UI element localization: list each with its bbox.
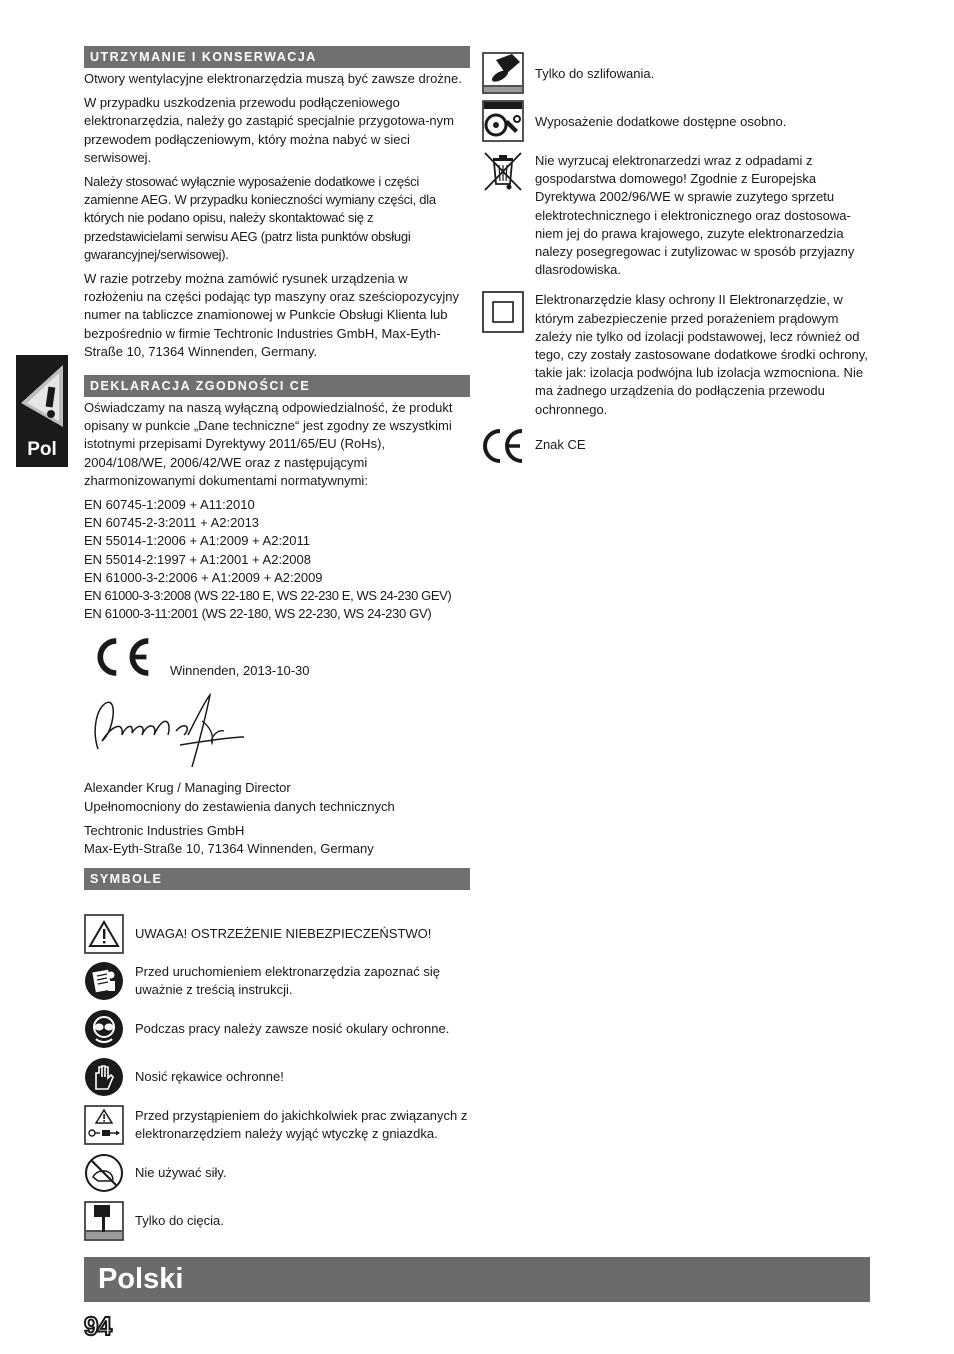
symbol-row	[84, 1056, 470, 1098]
symbol-row	[84, 1200, 470, 1242]
symbol-row	[84, 960, 470, 1002]
right-column	[482, 52, 872, 467]
maintenance-paragraph: Należy stosować wyłącznie wyposażenie dodatkowe i części zamienne AEG. W przypadku konieczności wymiany części, dla których nie podano opisu, należy skontaktować się z przedstawicielami serwisu AEG (patrz lista punktów obsługi gwarancyjnej/serwisowej).	[84, 174, 436, 262]
symbol-text: Przed uruchomieniem elektronarzędzia zapoznać się uważnie z treścią instrukcji.	[135, 964, 440, 998]
norm-item: EN 61000-3-2:2006 + A1:2009 + A2:2009	[84, 569, 323, 585]
company-address: Max-Eyth-Straße 10, 71364 Winnenden, Germany	[84, 841, 374, 857]
footer-language-bar: Polski	[84, 1257, 870, 1302]
norm-item: EN 60745-2-3:2011 + A2:2013	[84, 515, 260, 531]
unplug-icon	[84, 1105, 124, 1145]
company-name: Techtronic Industries GmbH	[84, 822, 245, 838]
symbol-row	[482, 100, 872, 146]
weee-bin-icon	[482, 150, 524, 192]
symbol-text: Elektronarzędzie klasy ochrony II Elektronarzędzie, w którym zabezpieczenie przed porażeniem prądowym zależy nie tylko od izolacji podstawowej, lecz również od tego, czy zostały zastosowane dodatkowe środki ochrony, takie jak: izolacja podwójna lub izolacja wzmocniona. Nie ma żadnego urządzenia do podłączenia przewodu ochronnego.	[535, 292, 868, 417]
symbol-row	[482, 52, 872, 98]
company-block	[84, 822, 470, 858]
symbol-text: Tylko do cięcia.	[135, 1213, 224, 1229]
symbol-text: Nie używać siły.	[135, 1165, 227, 1181]
language-side-tab	[16, 355, 68, 467]
declaration-heading: DEKLARACJA ZGODNOŚCI CE	[84, 375, 470, 397]
norm-item: EN 55014-1:2006 + A1:2009 + A2:2011	[84, 533, 311, 549]
maintenance-paragraph: Otwory wentylacyjne elektronarzędzia muszą być zawsze drożne.	[84, 71, 462, 86]
page-number: 94	[84, 1311, 111, 1341]
ce-date-block	[84, 633, 470, 691]
symbol-row	[84, 914, 470, 954]
warning-triangle-icon	[19, 363, 65, 429]
signer-name: Alexander Krug / Managing Director	[84, 780, 291, 796]
gloves-icon	[84, 1057, 124, 1097]
norm-item: EN 61000-3-3:2008 (WS 22-180 E, WS 22-230 E, WS 24-230 GEV)	[84, 588, 452, 604]
symbols-heading: SYMBOLE	[84, 868, 470, 890]
symbol-text: Przed przystąpieniem do jakichkolwiek prac związanych z elektronarzędziem należy wyjąć wtyczkę z gniazdka.	[135, 1108, 468, 1142]
symbol-row	[482, 291, 872, 418]
no-force-icon	[84, 1153, 124, 1193]
warning-triangle-icon	[84, 914, 124, 954]
maintenance-paragraph: W przypadku uszkodzenia przewodu podłączeniowego elektronarzędzia, należy go zastąpić specjalnie przygotowa-nym przewodem podłączeniowym, który można nabyć w sieci serwisowej.	[84, 95, 454, 165]
signer-block	[84, 779, 470, 815]
norms-list	[84, 496, 470, 623]
ce-mark-icon	[482, 425, 524, 467]
symbol-text: Podczas pracy należy zawsze nosić okulary ochronne.	[135, 1021, 450, 1037]
symbols-list	[84, 914, 470, 1242]
left-column	[84, 46, 470, 1242]
safety-goggles-icon	[84, 1009, 124, 1049]
signature	[84, 691, 254, 771]
symbol-text: UWAGA! OSTRZEŻENIE NIEBEZPIECZEŃSTWO!	[135, 926, 432, 942]
norm-item: EN 61000-3-11:2001 (WS 22-180, WS 22-230, WS 24-230 GV)	[84, 606, 432, 622]
maintenance-heading: UTRZYMANIE I KONSERWACJA	[84, 46, 470, 68]
maintenance-paragraph: W razie potrzeby można zamówić rysunek urządzenia w rozłożeniu na części podając typ maszyny oraz sześciopozycyjny numer na tabliczce znamionowej w Punkcie Obsługi Klienta lub bezpośrednio w firmie Techtronic Industries GmbH, Max-Eyth-Straße 10, 71364 Winnenden, Germany.	[84, 271, 460, 359]
symbol-row	[84, 1104, 470, 1146]
symbol-text: Wyposażenie dodatkowe dostępne osobno.	[535, 114, 787, 129]
symbol-text: Znak CE	[535, 436, 586, 452]
class-2-icon	[482, 291, 524, 333]
norm-item: EN 60745-1:2009 + A11:2010	[84, 497, 255, 513]
declaration-intro: Oświadczamy na naszą wyłączną odpowiedzialność, że produkt opisany w punkcie „Dane techniczne“ jest zgodny ze wszystkimi istotnymi przepisami Dyrektywy 2011/65/EU (RoHs), 2004/108/WE, 2006/42/WE oraz z następującymi zharmonizowanymi dokumentami normatywnymi:	[84, 400, 453, 488]
norm-item: EN 55014-2:1997 + A1:2001 + A2:2008	[84, 551, 311, 567]
accessories-icon	[482, 100, 524, 142]
signer-role: Upełnomocniony do zestawienia danych technicznych	[84, 798, 395, 814]
symbol-row	[84, 1008, 470, 1050]
symbol-text: Nosić rękawice ochronne!	[135, 1069, 284, 1085]
symbol-row	[482, 425, 872, 467]
symbol-text: Nie wyrzucaj elektronarzedzi wraz z odpadami z gospodarstwa domowego! Zgodnie z Europejska Dyrektywa 2002/96/WE w sprawie zuzytego sprzetu elektrotechnicznego i elektronicznego oraz dostosowa-niem jej do prawa krajowego, zuzyte elektronarzedzia nalezy posegregowac i zutylizowac w sposób przyjazny dlasrodowiska.	[535, 153, 855, 278]
symbol-row	[482, 150, 872, 279]
read-manual-icon	[84, 961, 124, 1001]
symbol-text: Tylko do szlifowania.	[535, 66, 655, 81]
side-tab-label: Pol	[27, 439, 57, 460]
ce-mark-icon	[88, 635, 154, 679]
place-date: Winnenden, 2013-10-30	[170, 663, 310, 679]
cutting-only-icon	[84, 1201, 124, 1241]
grinding-only-icon	[482, 52, 524, 94]
symbol-row	[84, 1152, 470, 1194]
